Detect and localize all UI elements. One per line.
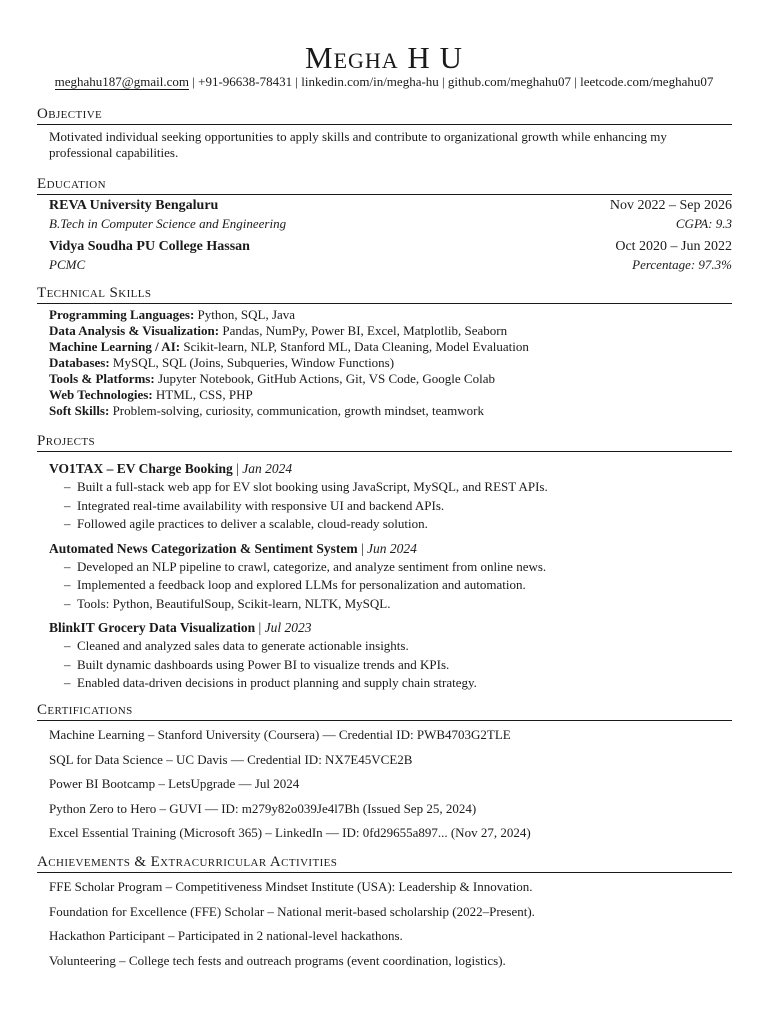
- linkedin-link[interactable]: linkedin.com/in/megha-hu: [301, 74, 439, 89]
- achievement-item: FFE Scholar Program – Competitiveness Mindset Institute (USA): Leadership & Innovation.: [49, 879, 533, 894]
- project-bullet: – Cleaned and analyzed sales data to generate actionable insights.: [77, 637, 732, 656]
- skill-label: Databases:: [49, 355, 110, 370]
- skill-label: Tools & Platforms:: [49, 371, 155, 386]
- certification-item: Excel Essential Training (Microsoft 365) – LinkedIn — ID: 0fd29655a897... (Nov 27, 2024): [49, 825, 531, 840]
- leetcode-link[interactable]: leetcode.com/meghahu07: [580, 74, 714, 89]
- project-bullet: – Enabled data-driven decisions in product planning and supply chain strategy.: [77, 674, 732, 693]
- certification-item: Power BI Bootcamp – LetsUpgrade — Jul 2024: [49, 776, 300, 791]
- project-entry: Automated News Categorization & Sentiment System | Jun 2024 – Developed an NLP pipeline to crawl, categorize, and analyze sentiment from online news. – Implemented a feedback loop and explored LLMs for personalization and automation. – Tools: Python, BeautifulSoup, Scikit-learn, NLTK, MySQL.: [37, 540, 732, 614]
- certification-list: [37, 723, 732, 846]
- section-title: Technical Skills: [37, 284, 732, 304]
- skills-list: [37, 307, 732, 419]
- project-entry: VO1TAX – EV Charge Booking | Jan 2024 – Built a full-stack web app for EV slot booking using JavaScript, MySQL, and REST APIs. – Integrated real-time availability with responsive UI and backend APIs. – Followed agile practices to deliver a scalable, cloud-ready solution.: [37, 460, 732, 534]
- project-name: VO1TAX – EV Charge Booking: [49, 461, 233, 476]
- skills-section: [37, 284, 732, 419]
- project-entry: BlinkIT Grocery Data Visualization | Jul 2023 – Cleaned and analyzed sales data to generate actionable insights. – Built dynamic dashboards using Power BI to visualize trends and KPIs. – Enabled data-driven decisions in product planning and supply chain strategy.: [37, 619, 732, 693]
- achievement-item: Hackathon Participant – Participated in 2 national-level hackathons.: [49, 928, 403, 943]
- skill-row: [49, 339, 732, 355]
- skill-value: Python, SQL, Java: [197, 307, 296, 322]
- section-title: Objective: [37, 105, 732, 125]
- skill-label: Programming Languages:: [49, 307, 195, 322]
- skill-label: Machine Learning / AI:: [49, 339, 181, 354]
- contact-line: [0, 74, 768, 90]
- separator: |: [295, 74, 298, 89]
- section-title: Projects: [37, 432, 732, 452]
- section-title: Education: [37, 175, 732, 195]
- separator: |: [442, 74, 445, 89]
- section-title: Achievements & Extracurricular Activities: [37, 853, 732, 873]
- education-dates: Nov 2022 – Sep 2026: [609, 198, 732, 213]
- objective-text: Motivated individual seeking opportunities to apply skills and contribute to organizational growth while enhancing my professional capabilities.: [49, 129, 667, 160]
- skill-value: Problem-solving, curiosity, communication, growth mindset, teamwork: [112, 403, 484, 418]
- project-bullet: – Integrated real-time availability with responsive UI and backend APIs.: [77, 497, 732, 516]
- skill-value: Scikit-learn, NLP, Stanford ML, Data Cleaning, Model Evaluation: [183, 339, 529, 354]
- section-title: Certifications: [37, 701, 732, 721]
- education-section: [37, 175, 732, 273]
- phone-text: +91-96638-78431: [198, 74, 293, 89]
- school-name: REVA University Bengaluru: [49, 198, 219, 213]
- score: Percentage: 97.3%: [632, 257, 732, 272]
- github-link[interactable]: github.com/meghahu07: [447, 74, 572, 89]
- skill-label: Soft Skills:: [49, 403, 110, 418]
- project-date: Jul 2023: [264, 620, 312, 635]
- projects-section: [37, 432, 732, 693]
- skill-row: [49, 307, 732, 323]
- skill-row: [49, 371, 732, 387]
- project-name: Automated News Categorization & Sentiment System: [49, 540, 358, 556]
- email-link[interactable]: meghahu187@gmail.com: [54, 74, 190, 89]
- education-dates: Oct 2020 – Jun 2022: [615, 239, 732, 254]
- project-bullet: – Implemented a feedback loop and explored LLMs for personalization and automation.: [77, 576, 732, 595]
- skill-label: Web Technologies:: [49, 387, 153, 402]
- project-name: BlinkIT Grocery Data Visualization: [49, 620, 256, 635]
- skill-label: Data Analysis & Visualization:: [49, 323, 220, 338]
- project-bullet: – Built dynamic dashboards using Power BI to visualize trends and KPIs.: [77, 656, 732, 675]
- score: CGPA: 9.3: [675, 216, 732, 231]
- achievement-list: [37, 875, 732, 973]
- degree: B.Tech in Computer Science and Engineering: [49, 216, 287, 231]
- objective-section: [37, 105, 732, 161]
- project-date: Jun 2024: [367, 540, 417, 556]
- skill-value: Jupyter Notebook, GitHub Actions, Git, VS Code, Google Colab: [157, 371, 495, 386]
- candidate-name: Megha H U: [305, 40, 463, 75]
- separator: |: [192, 74, 195, 89]
- project-date: Jan 2024: [242, 461, 293, 476]
- achievement-item: Volunteering – College tech fests and outreach programs (event coordination, logistics).: [49, 952, 506, 968]
- skill-value: HTML, CSS, PHP: [155, 387, 253, 402]
- certification-item: SQL for Data Science – UC Davis — Credential ID: NX7E45VCE2B: [49, 751, 413, 767]
- skill-row: [49, 355, 732, 371]
- certification-item: Python Zero to Hero – GUVI — ID: m279y82o039Je4l7Bh (Issued Sep 25, 2024): [49, 800, 477, 816]
- education-entry: [37, 238, 732, 273]
- separator: |: [574, 74, 577, 89]
- project-bullet: – Tools: Python, BeautifulSoup, Scikit-learn, NLTK, MySQL.: [77, 595, 732, 614]
- skill-row: [49, 323, 732, 339]
- achievement-item: Foundation for Excellence (FFE) Scholar – National merit-based scholarship (2022–Present).: [49, 903, 535, 919]
- degree: PCMC: [49, 257, 86, 272]
- school-name: Vidya Soudha PU College Hassan: [49, 239, 250, 254]
- certification-item: Machine Learning – Stanford University (Coursera) — Credential ID: PWB4703G2TLE: [49, 727, 511, 742]
- project-bullet: – Developed an NLP pipeline to crawl, categorize, and analyze sentiment from online news.: [77, 558, 732, 577]
- skill-row: [49, 387, 732, 403]
- project-bullet: – Followed agile practices to deliver a scalable, cloud-ready solution.: [77, 515, 732, 534]
- skill-value: MySQL, SQL (Joins, Subqueries, Window Functions): [112, 355, 395, 370]
- project-bullet: – Built a full-stack web app for EV slot booking using JavaScript, MySQL, and REST APIs.: [77, 478, 732, 497]
- achievements-section: [37, 853, 732, 973]
- education-entry: [37, 197, 732, 232]
- skill-row: [49, 403, 732, 419]
- certifications-section: [37, 701, 732, 846]
- skill-value: Pandas, NumPy, Power BI, Excel, Matplotlib, Seaborn: [222, 323, 508, 338]
